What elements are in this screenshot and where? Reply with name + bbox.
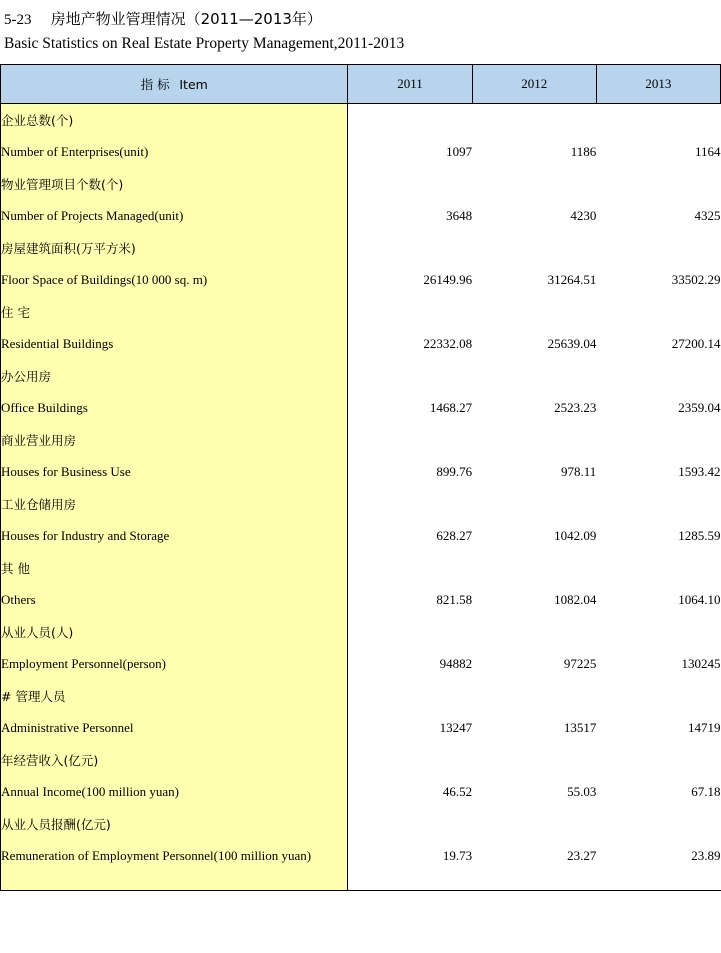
- row-value-2011: 1468.27: [348, 392, 472, 424]
- row-label-cn: 办公用房: [1, 360, 348, 392]
- row-value-empty: [596, 296, 720, 328]
- row-label-en: Number of Projects Managed(unit): [1, 200, 348, 232]
- row-value-2011: 13247: [348, 712, 472, 744]
- table-row: [1, 520, 721, 552]
- row-label-cn: 企业总数(个): [1, 104, 348, 137]
- row-value-empty: [596, 616, 720, 648]
- row-label-en: Administrative Personnel: [1, 712, 348, 744]
- title-cn-text: 房地产物业管理情况（2011—2013年）: [50, 10, 322, 28]
- row-value-2011: 94882: [348, 648, 472, 680]
- table-row: [1, 200, 721, 232]
- row-value-2013: 23.89: [596, 840, 720, 872]
- page-title-cn: [4, 8, 721, 29]
- row-value-2011: 899.76: [348, 456, 472, 488]
- row-label-en: Office Buildings: [1, 392, 348, 424]
- table-row: [1, 488, 721, 520]
- table-number: 5-23: [4, 12, 32, 28]
- table-row: [1, 808, 721, 840]
- row-value-empty: [348, 104, 472, 137]
- row-value-empty: [596, 808, 720, 840]
- statistics-table: [0, 64, 721, 891]
- row-value-2013: 4325: [596, 200, 720, 232]
- row-label-en: Annual Income(100 million yuan): [1, 776, 348, 808]
- row-value-empty: [596, 360, 720, 392]
- row-label-cn: 其 他: [1, 552, 348, 584]
- row-value-empty: [472, 616, 596, 648]
- page: [0, 8, 721, 953]
- row-label-en: Residential Buildings: [1, 328, 348, 360]
- row-value-2012: 1042.09: [472, 520, 596, 552]
- table-row: [1, 456, 721, 488]
- row-value-empty: [472, 360, 596, 392]
- row-label-en: Remuneration of Employment Personnel(100 million yuan): [1, 840, 348, 872]
- row-label-cn: 物业管理项目个数(个): [1, 168, 348, 200]
- row-value-empty: [472, 488, 596, 520]
- table-row: [1, 648, 721, 680]
- row-value-2011: 22332.08: [348, 328, 472, 360]
- row-value-empty: [472, 744, 596, 776]
- row-value-empty: [348, 360, 472, 392]
- row-label-cn: 住 宅: [1, 296, 348, 328]
- row-label-en: Employment Personnel(person): [1, 648, 348, 680]
- row-value-2012: 1082.04: [472, 584, 596, 616]
- row-label-cn: 房屋建筑面积(万平方米): [1, 232, 348, 264]
- table-row: [1, 552, 721, 584]
- row-value-empty: [596, 488, 720, 520]
- row-value-2013: 14719: [596, 712, 720, 744]
- row-value-2013: 33502.29: [596, 264, 720, 296]
- row-label-en: Floor Space of Buildings(10 000 sq. m): [1, 264, 348, 296]
- row-value-2013: 27200.14: [596, 328, 720, 360]
- row-value-empty: [348, 424, 472, 456]
- column-header-2013: 2013: [596, 65, 720, 104]
- column-header-item-en: Item: [179, 77, 208, 92]
- table-row: [1, 264, 721, 296]
- table-row: [1, 136, 721, 168]
- row-value-2011: 19.73: [348, 840, 472, 872]
- row-value-2013: 130245: [596, 648, 720, 680]
- row-value-empty: [596, 552, 720, 584]
- spacer-value-cell: [348, 872, 472, 891]
- table-row: [1, 680, 721, 712]
- row-label-cn: 从业人员报酬(亿元): [1, 808, 348, 840]
- table-row: [1, 232, 721, 264]
- row-value-2012: 97225: [472, 648, 596, 680]
- row-value-empty: [348, 296, 472, 328]
- row-label-cn: 商业营业用房: [1, 424, 348, 456]
- row-value-empty: [596, 232, 720, 264]
- page-title-en: Basic Statistics on Real Estate Property Management,2011-2013: [4, 35, 405, 52]
- table-row: [1, 360, 721, 392]
- row-label-en: Houses for Business Use: [1, 456, 348, 488]
- row-value-2011: 26149.96: [348, 264, 472, 296]
- column-header-item: [1, 65, 348, 104]
- table-row: [1, 712, 721, 744]
- row-label-cn: 工业仓储用房: [1, 488, 348, 520]
- spacer-value-cell: [596, 872, 720, 891]
- row-label-cn: # 管理人员: [1, 680, 348, 712]
- row-value-2012: 23.27: [472, 840, 596, 872]
- row-value-2011: 821.58: [348, 584, 472, 616]
- table-row: [1, 168, 721, 200]
- row-value-empty: [472, 552, 596, 584]
- row-value-2012: 1186: [472, 136, 596, 168]
- row-value-2012: 31264.51: [472, 264, 596, 296]
- row-value-2011: 3648: [348, 200, 472, 232]
- row-value-empty: [472, 168, 596, 200]
- table-row: [1, 616, 721, 648]
- row-value-empty: [596, 168, 720, 200]
- table-row: [1, 840, 721, 872]
- row-value-empty: [348, 232, 472, 264]
- row-value-2013: 1164: [596, 136, 720, 168]
- row-label-en: Number of Enterprises(unit): [1, 136, 348, 168]
- row-label-en: Others: [1, 584, 348, 616]
- table-header-row: [1, 65, 721, 104]
- row-value-2013: 1593.42: [596, 456, 720, 488]
- row-value-2013: 1064.10: [596, 584, 720, 616]
- spacer-value-cell: [472, 872, 596, 891]
- row-value-empty: [596, 424, 720, 456]
- row-value-2012: 13517: [472, 712, 596, 744]
- row-label-cn: 从业人员(人): [1, 616, 348, 648]
- row-value-empty: [472, 104, 596, 137]
- table-row: [1, 296, 721, 328]
- table-bottom-spacer: [1, 872, 721, 891]
- row-value-empty: [472, 232, 596, 264]
- row-value-empty: [596, 104, 720, 137]
- row-value-2011: 628.27: [348, 520, 472, 552]
- row-value-empty: [348, 744, 472, 776]
- table-row: [1, 424, 721, 456]
- row-value-empty: [472, 808, 596, 840]
- row-value-2012: 2523.23: [472, 392, 596, 424]
- column-header-item-cn: 指 标: [140, 77, 170, 92]
- row-label-en: Houses for Industry and Storage: [1, 520, 348, 552]
- spacer-label-cell: [1, 872, 348, 891]
- table-row: [1, 744, 721, 776]
- table-row: [1, 104, 721, 137]
- row-value-empty: [472, 424, 596, 456]
- row-value-empty: [348, 808, 472, 840]
- row-value-2013: 1285.59: [596, 520, 720, 552]
- row-value-empty: [348, 616, 472, 648]
- table-row: [1, 584, 721, 616]
- row-value-empty: [472, 680, 596, 712]
- row-value-empty: [472, 296, 596, 328]
- row-value-empty: [596, 744, 720, 776]
- row-value-2011: 1097: [348, 136, 472, 168]
- row-value-2012: 25639.04: [472, 328, 596, 360]
- row-value-2011: 46.52: [348, 776, 472, 808]
- row-value-2012: 978.11: [472, 456, 596, 488]
- table-row: [1, 392, 721, 424]
- row-value-empty: [348, 488, 472, 520]
- column-header-2011: 2011: [348, 65, 472, 104]
- row-value-2012: 55.03: [472, 776, 596, 808]
- table-row: [1, 328, 721, 360]
- row-value-empty: [596, 680, 720, 712]
- row-value-2012: 4230: [472, 200, 596, 232]
- row-value-empty: [348, 680, 472, 712]
- table-row: [1, 776, 721, 808]
- row-value-2013: 2359.04: [596, 392, 720, 424]
- row-label-cn: 年经营收入(亿元): [1, 744, 348, 776]
- row-value-empty: [348, 168, 472, 200]
- column-header-2012: 2012: [472, 65, 596, 104]
- row-value-2013: 67.18: [596, 776, 720, 808]
- row-value-empty: [348, 552, 472, 584]
